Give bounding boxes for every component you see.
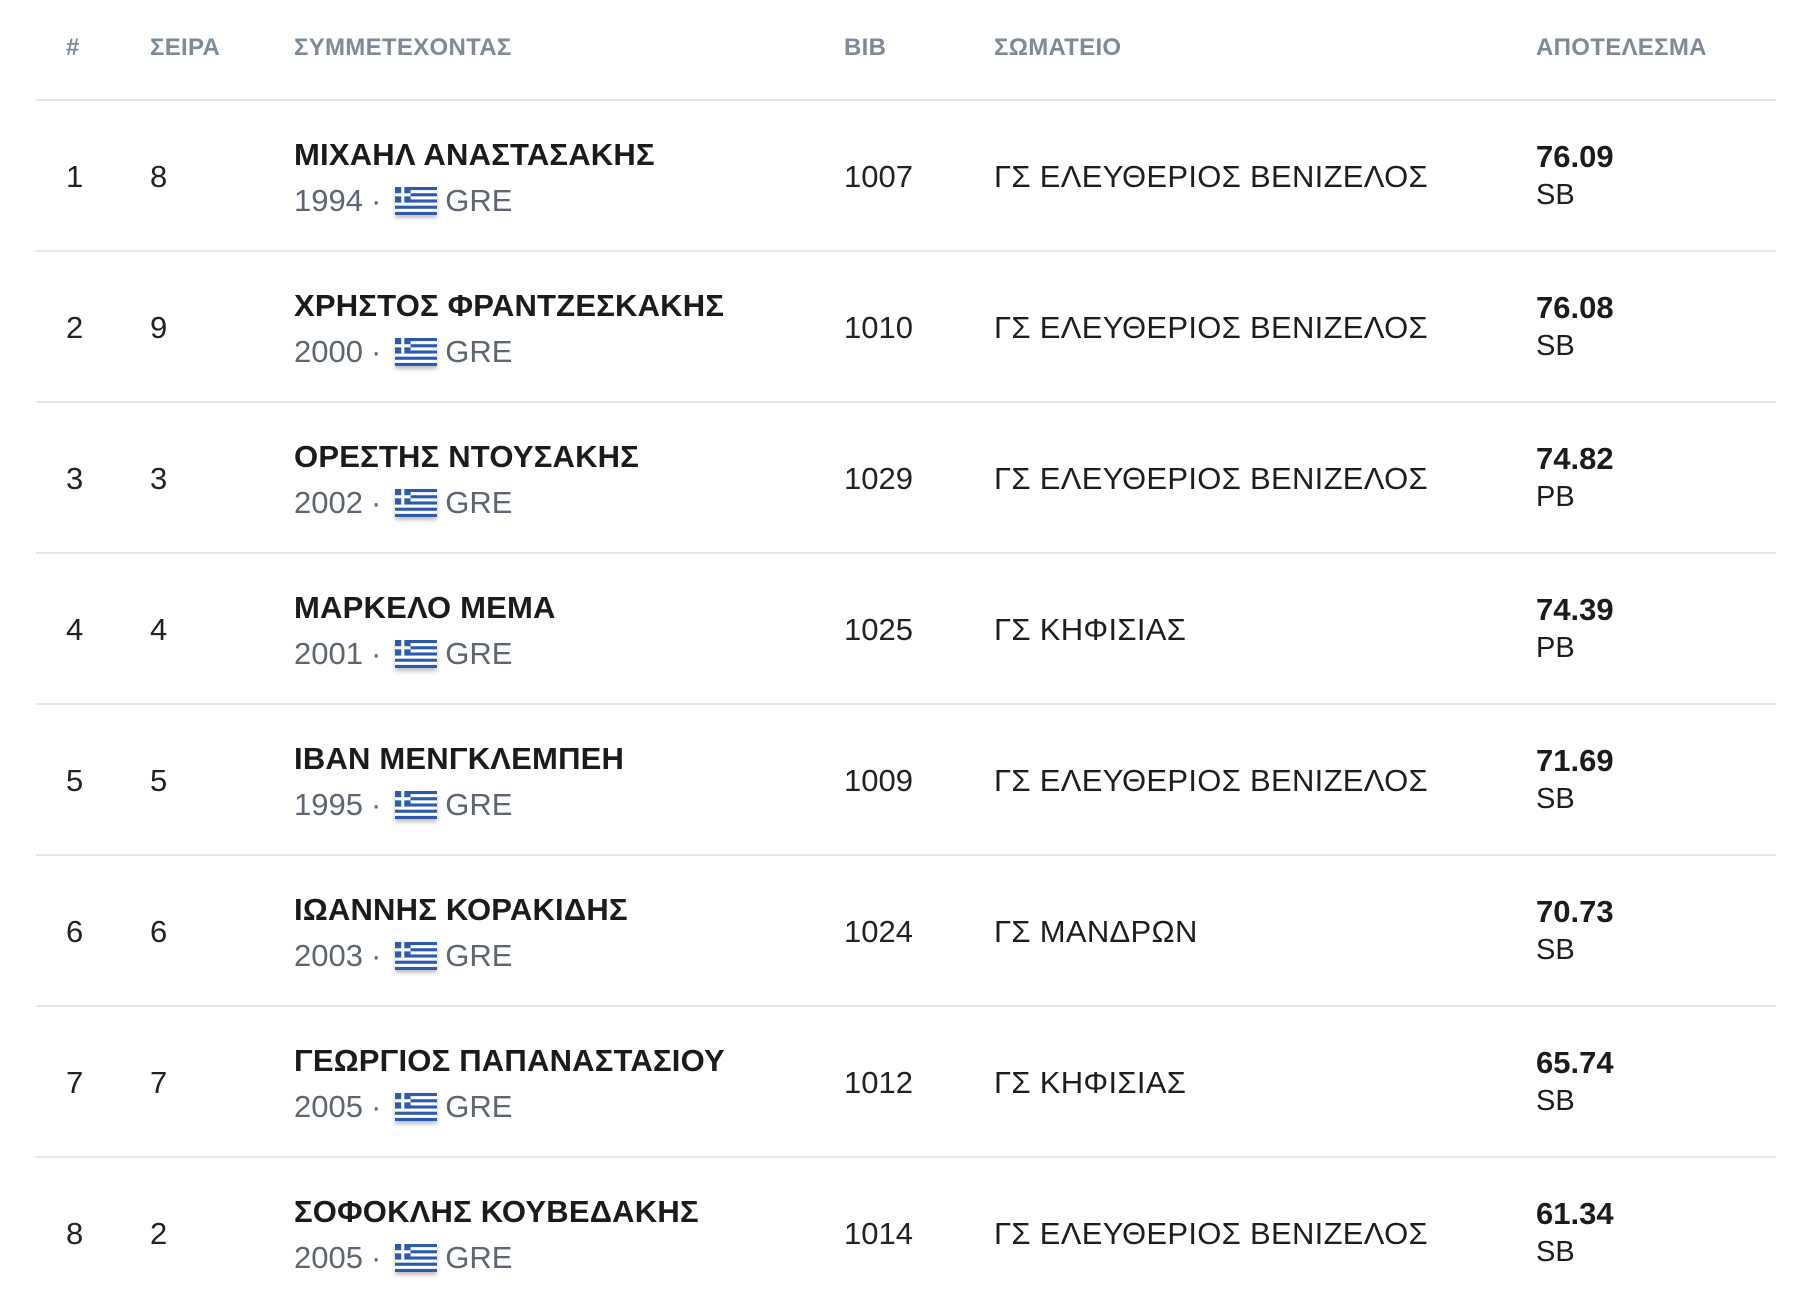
country-code: GRE (445, 938, 513, 973)
separator-dot: · (370, 1240, 382, 1275)
club-cell: ΓΣ ΕΛΕΥΘΕΡΙΟΣ ΒΕΝΙΖΕΛΟΣ (994, 310, 1429, 345)
country-code: GRE (445, 636, 513, 671)
result-mark: 71.69 (1536, 743, 1614, 778)
result-mark: 74.82 (1536, 441, 1614, 476)
bib-cell: 1025 (844, 612, 913, 647)
greece-flag-icon (395, 1244, 437, 1272)
col-bib-header[interactable]: BIB (844, 34, 887, 61)
club-cell: ΓΣ ΚΗΦΙΣΙΑΣ (994, 612, 1187, 647)
separator-dot: · (370, 938, 382, 973)
athlete-name[interactable]: ΜΑΡΚΕΛΟ ΜΕΜΑ (294, 590, 556, 625)
athlete-meta (294, 334, 512, 370)
bib-cell: 1007 (844, 159, 913, 194)
athlete-meta (294, 183, 512, 219)
birth-year: 2000 (294, 334, 363, 369)
separator-dot: · (370, 485, 382, 520)
club-cell: ΓΣ ΕΛΕΥΘΕΡΙΟΣ ΒΕΝΙΖΕΛΟΣ (994, 1216, 1429, 1251)
club-cell: ΓΣ ΕΛΕΥΘΕΡΙΟΣ ΒΕΝΙΖΕΛΟΣ (994, 159, 1429, 194)
col-order-header[interactable]: ΣΕΙΡΑ (150, 34, 221, 61)
order-cell: 2 (150, 1216, 168, 1251)
athlete-name[interactable]: ΧΡΗΣΤΟΣ ΦΡΑΝΤΖΕΣΚΑΚΗΣ (294, 288, 725, 323)
country-code: GRE (445, 787, 513, 822)
country-code: GRE (445, 485, 513, 520)
table-row[interactable] (36, 403, 1776, 554)
result-note: SB (1536, 330, 1575, 362)
birth-year: 2005 (294, 1240, 363, 1275)
table-row[interactable] (36, 252, 1776, 403)
athlete-name[interactable]: ΜΙΧΑΗΛ ΑΝΑΣΤΑΣΑΚΗΣ (294, 137, 655, 172)
result-mark: 74.39 (1536, 592, 1614, 627)
result-mark: 70.73 (1536, 894, 1614, 929)
birth-year: 2005 (294, 1089, 363, 1124)
table-header (36, 0, 1776, 101)
bib-cell: 1010 (844, 310, 913, 345)
result-mark: 65.74 (1536, 1045, 1614, 1080)
athlete-meta (294, 1240, 512, 1276)
birth-year: 2002 (294, 485, 363, 520)
bib-cell: 1012 (844, 1065, 913, 1100)
greece-flag-icon (395, 791, 437, 819)
rank-cell: 4 (66, 612, 84, 647)
order-cell: 3 (150, 461, 168, 496)
birth-year: 1995 (294, 787, 363, 822)
rank-cell: 8 (66, 1216, 84, 1251)
separator-dot: · (370, 183, 382, 218)
athlete-meta (294, 485, 512, 521)
table-row[interactable] (36, 1007, 1776, 1158)
bib-cell: 1009 (844, 763, 913, 798)
greece-flag-icon (395, 338, 437, 366)
order-cell: 5 (150, 763, 168, 798)
col-rank-header[interactable]: # (66, 34, 80, 61)
athlete-name[interactable]: ΓΕΩΡΓΙΟΣ ΠΑΠΑΝΑΣΤΑΣΙΟΥ (294, 1043, 725, 1078)
bib-cell: 1029 (844, 461, 913, 496)
club-cell: ΓΣ ΕΛΕΥΘΕΡΙΟΣ ΒΕΝΙΖΕΛΟΣ (994, 461, 1429, 496)
rank-cell: 1 (66, 159, 84, 194)
country-code: GRE (445, 334, 513, 369)
club-cell: ΓΣ ΚΗΦΙΣΙΑΣ (994, 1065, 1187, 1100)
greece-flag-icon (395, 489, 437, 517)
separator-dot: · (370, 787, 382, 822)
greece-flag-icon (395, 187, 437, 215)
club-cell: ΓΣ ΜΑΝΔΡΩΝ (994, 914, 1198, 949)
athlete-meta (294, 938, 512, 974)
table-row[interactable] (36, 554, 1776, 705)
result-note: SB (1536, 1236, 1575, 1268)
greece-flag-icon (395, 1093, 437, 1121)
order-cell: 7 (150, 1065, 168, 1100)
rank-cell: 7 (66, 1065, 84, 1100)
result-note: PB (1536, 481, 1575, 513)
col-result-header[interactable]: ΑΠΟΤΕΛΕΣΜΑ (1536, 34, 1707, 61)
result-mark: 76.08 (1536, 290, 1614, 325)
rank-cell: 3 (66, 461, 84, 496)
result-mark: 76.09 (1536, 139, 1614, 174)
bib-cell: 1024 (844, 914, 913, 949)
order-cell: 4 (150, 612, 168, 647)
bib-cell: 1014 (844, 1216, 913, 1251)
country-code: GRE (445, 183, 513, 218)
greece-flag-icon (395, 640, 437, 668)
result-note: SB (1536, 1085, 1575, 1117)
athlete-name[interactable]: ΟΡΕΣΤΗΣ ΝΤΟΥΣΑΚΗΣ (294, 439, 640, 474)
rank-cell: 5 (66, 763, 84, 798)
result-note: SB (1536, 934, 1575, 966)
rank-cell: 6 (66, 914, 84, 949)
result-mark: 61.34 (1536, 1196, 1614, 1231)
birth-year: 2003 (294, 938, 363, 973)
birth-year: 1994 (294, 183, 363, 218)
athlete-meta (294, 636, 512, 672)
greece-flag-icon (395, 942, 437, 970)
athlete-name[interactable]: ΣΟΦΟΚΛΗΣ ΚΟΥΒΕΔΑΚΗΣ (294, 1194, 699, 1229)
result-note: SB (1536, 179, 1575, 211)
athlete-name[interactable]: ΙΩΑΝΝΗΣ ΚΟΡΑΚΙΔΗΣ (294, 892, 628, 927)
country-code: GRE (445, 1240, 513, 1275)
athlete-meta (294, 1089, 512, 1125)
table-row[interactable] (36, 101, 1776, 252)
order-cell: 8 (150, 159, 168, 194)
table-row[interactable] (36, 705, 1776, 856)
table-row[interactable] (36, 1158, 1776, 1309)
birth-year: 2001 (294, 636, 363, 671)
col-athlete-header[interactable]: ΣΥΜΜΕΤΕΧΟΝΤΑΣ (294, 34, 512, 61)
country-code: GRE (445, 1089, 513, 1124)
result-note: SB (1536, 783, 1575, 815)
athlete-meta (294, 787, 512, 823)
separator-dot: · (370, 1089, 382, 1124)
order-cell: 9 (150, 310, 168, 345)
athlete-name[interactable]: ΙΒΑΝ ΜΕΝΓΚΛΕΜΠΕΗ (294, 741, 625, 776)
rank-cell: 2 (66, 310, 84, 345)
separator-dot: · (370, 334, 382, 369)
result-note: PB (1536, 632, 1575, 664)
table-row[interactable] (36, 856, 1776, 1007)
club-cell: ΓΣ ΕΛΕΥΘΕΡΙΟΣ ΒΕΝΙΖΕΛΟΣ (994, 763, 1429, 798)
order-cell: 6 (150, 914, 168, 949)
separator-dot: · (370, 636, 382, 671)
col-club-header[interactable]: ΣΩΜΑΤΕΙΟ (994, 34, 1122, 61)
